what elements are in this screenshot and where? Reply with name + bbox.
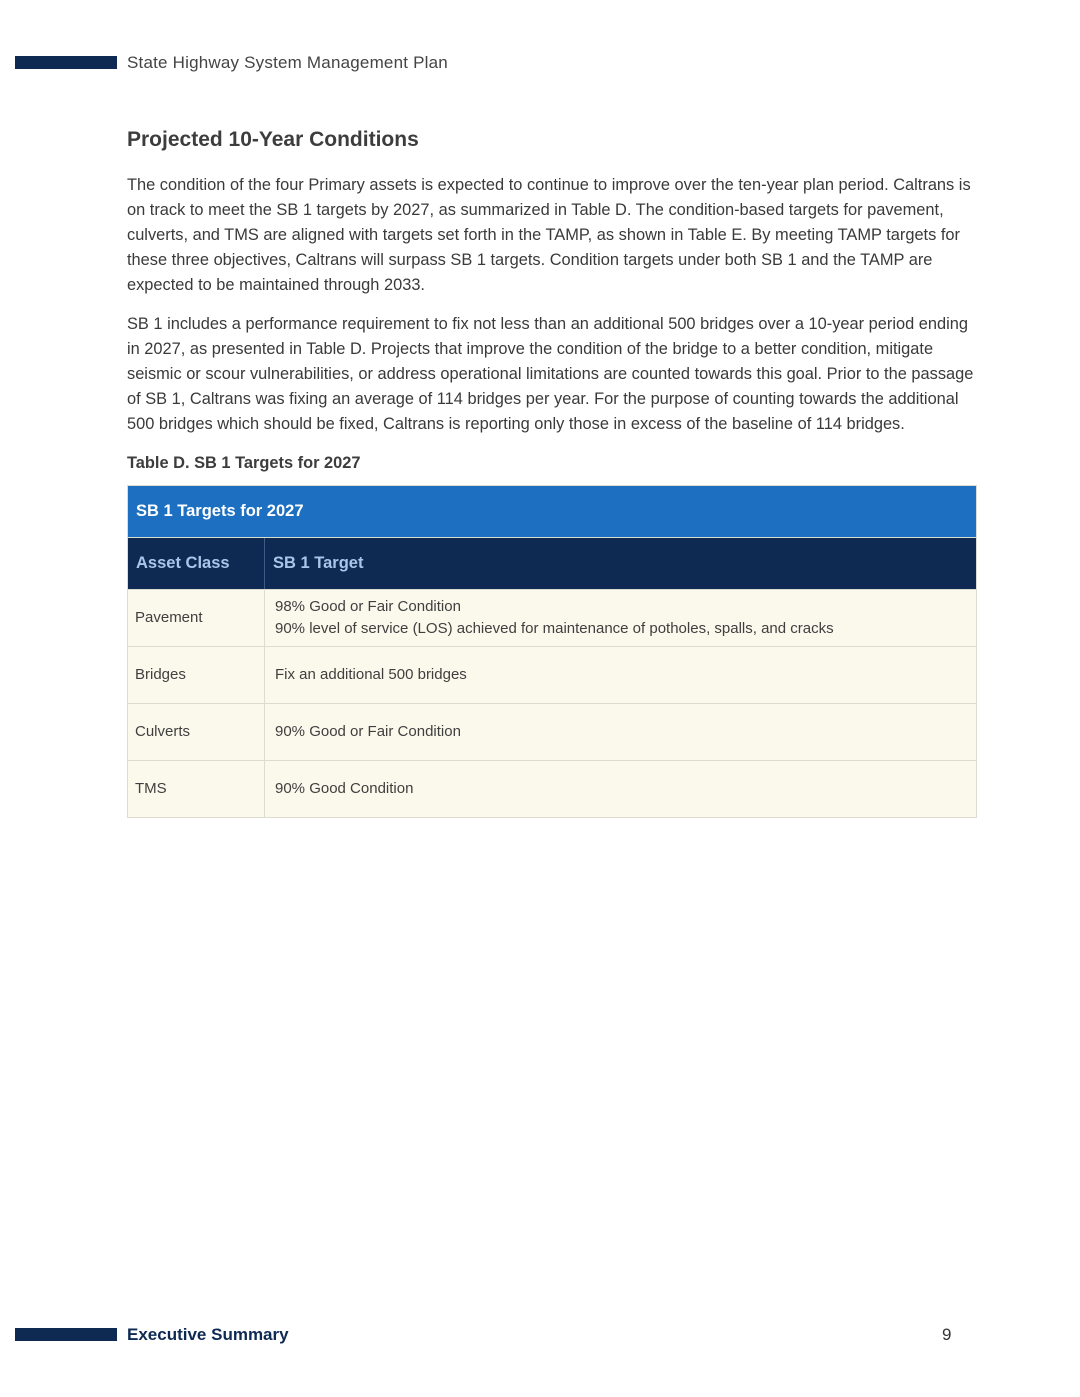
target-cell [265, 761, 977, 818]
table-row [128, 590, 977, 647]
target-cell [265, 647, 977, 704]
asset-class-cell: TMS [128, 761, 265, 818]
target-line: 90% Good or Fair Condition [275, 723, 461, 740]
target-line: Fix an additional 500 bridges [275, 666, 467, 683]
paragraph-bridges: SB 1 includes a performance requirement to fix not less than an additional 500 bridges over a 10-year period ending in 2027, as presented in Table D. Projects that improve the condition of the bridge to a better condition, mitigate seismic or scour vulnerabilities, or address operational limitations are counted towards this goal. Prior to the passage of SB 1, Caltrans was fixing an average of 114 bridges per year. For the purpose of counting towards the additional 500 bridges which should be fixed, Caltrans is reporting only those in excess of the baseline of 114 bridges. [127, 315, 974, 433]
target-line: 90% Good Condition [275, 780, 414, 797]
sb1-targets-table [127, 485, 977, 818]
table-row [128, 647, 977, 704]
footer-section-name: Executive Summary [127, 1325, 289, 1344]
column-header-asset-class: Asset Class [128, 538, 265, 590]
table-header-row [128, 538, 977, 590]
section-heading: Projected 10-Year Conditions [127, 128, 419, 151]
target-cell [265, 704, 977, 761]
target-cell [265, 590, 977, 647]
table-row [128, 761, 977, 818]
paragraph-conditions: The condition of the four Primary assets is expected to continue to improve over the ten-year plan period. Caltrans is on track to meet the SB 1 targets by 2027, as summarized in Table D. The condition-based targets for pavement, culverts, and TMS are aligned with targets set forth in the TAMP, as shown in Table E. By meeting TAMP targets for these three objectives, Caltrans will surpass SB 1 targets. Condition targets under both SB 1 and the TAMP are expected to be maintained through 2033. [127, 176, 971, 294]
header-accent-bar [15, 56, 117, 69]
table-title: SB 1 Targets for 2027 [128, 486, 977, 538]
table-title-row [128, 486, 977, 538]
document-title: State Highway System Management Plan [127, 53, 448, 72]
column-header-sb1-target: SB 1 Target [265, 538, 977, 590]
target-line: 98% Good or Fair Condition [275, 598, 461, 615]
table-caption: Table D. SB 1 Targets for 2027 [127, 454, 361, 472]
asset-class-cell: Pavement [128, 590, 265, 647]
table-row [128, 704, 977, 761]
page-number: 9 [942, 1325, 952, 1344]
asset-class-cell: Bridges [128, 647, 265, 704]
footer-accent-bar [15, 1328, 117, 1341]
page-content [127, 128, 979, 818]
target-line: 90% level of service (LOS) achieved for maintenance of potholes, spalls, and cracks [275, 620, 834, 637]
asset-class-cell: Culverts [128, 704, 265, 761]
